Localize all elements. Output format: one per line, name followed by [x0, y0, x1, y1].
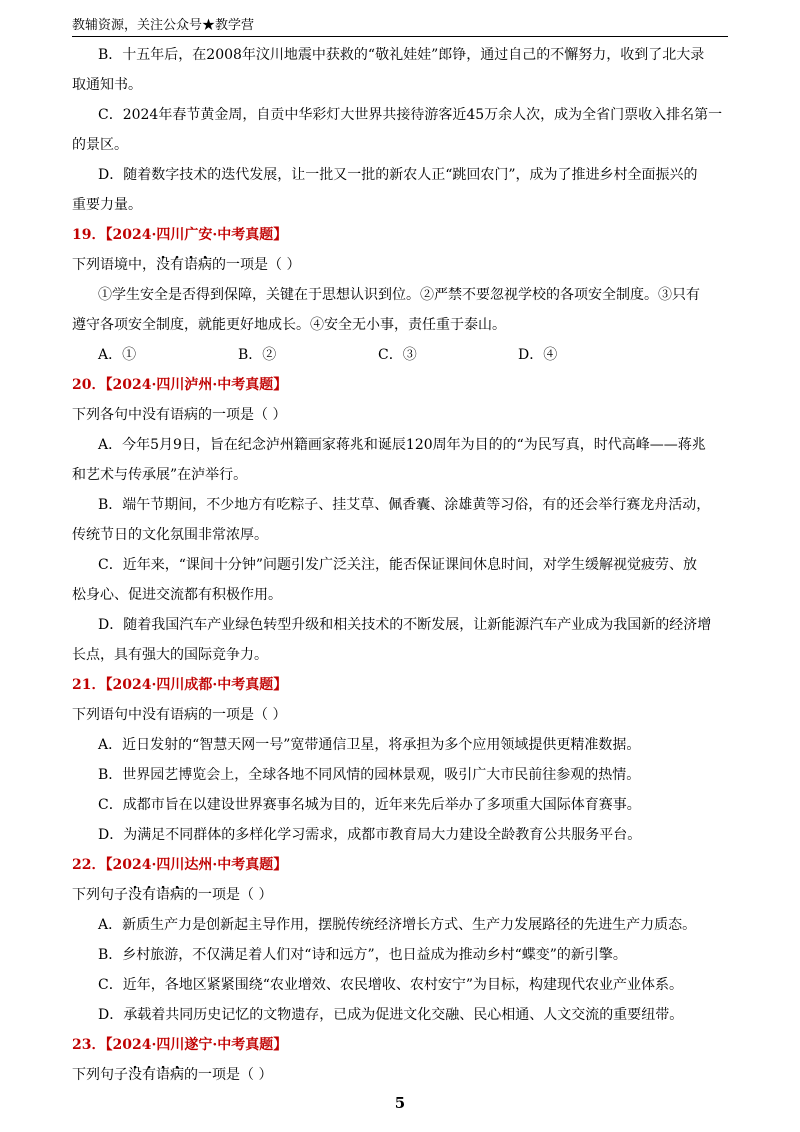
q22-dotted-char: 语: [156, 887, 170, 903]
q22-dotted-char: 没: [128, 887, 142, 903]
page-number: 5: [394, 1094, 406, 1112]
q23-stem-post: 的一项是（ ）: [184, 1067, 273, 1083]
q23-stem: [72, 1060, 728, 1090]
q19-options: [72, 340, 728, 370]
q19-option-d: D．④: [518, 347, 558, 363]
prev-option-b-line2: 取通知书。: [72, 77, 142, 93]
q23-dotted-char: 有: [142, 1067, 156, 1083]
q21-stem: 下列语句中没有语病的一项是（ ）: [72, 707, 287, 723]
page-header: 教辅资源，关注公众号★教学营: [72, 18, 255, 33]
prev-option-d-line2: 重要力量。: [72, 197, 142, 213]
q21-option-a: A．近日发射的“智慧天网一号”宽带通信卫星，将承担为多个应用领域提供更精准数据。: [98, 737, 641, 753]
q22-option-b: B．乡村旅游，不仅满足着人们对“诗和远方”，也日益成为推动乡村“蝶变”的新引擎。: [98, 947, 627, 963]
prev-option-c-line1: C．2024年春节黄金周，自贡中华彩灯大世界共接待游客近45万余人次，成为全省门票收入排名第一: [98, 107, 723, 123]
q20-title: 20．【2024·四川泸州·中考真题】: [72, 377, 288, 393]
q19-dotted-char: 语: [184, 257, 198, 273]
q20-option-a-line1: A．今年5月9日，旨在纪念泸州籍画家蒋兆和诞辰120周年为目的的“为民写真，时代高峰——蒋兆: [98, 437, 706, 453]
q19-quote-line1: ①学生安全是否得到保障，关键在于思想认识到位。②严禁不要忽视学校的各项安全制度。③只有: [98, 287, 700, 303]
q19-stem-pre: 下列语境中，: [72, 257, 156, 273]
q19-dotted-char: 没: [156, 257, 170, 273]
q23-dotted-char: 病: [170, 1067, 184, 1083]
q19-stem: [72, 250, 728, 280]
q20-option-c-line2: 松身心、促进交流都有积极作用。: [72, 587, 282, 603]
q22-dotted-char: 病: [170, 887, 184, 903]
document-body: [72, 40, 728, 1090]
q21-option-d: D．为满足不同群体的多样化学习需求，成都市教育局大力建设全龄教育公共服务平台。: [98, 827, 642, 843]
q19-option-a: A．①: [98, 347, 137, 363]
q23-title: 23．【2024·四川遂宁·中考真题】: [72, 1037, 288, 1053]
q19-option-b: B．②: [238, 347, 277, 363]
prev-option-b-line1: B．十五年后，在2008年汶川地震中获救的“敬礼娃娃”郎铮，通过自己的不懈努力，收到了北大录: [98, 47, 705, 63]
q22-option-d: D．承载着共同历史记忆的文物遗存，已成为促进文化交融、民心相通、人文交流的重要纽带。: [98, 1007, 684, 1023]
q20-option-a-line2: 和艺术与传承展”在泸举行。: [72, 467, 248, 483]
q22-dotted-char: 有: [142, 887, 156, 903]
prev-option-d-line1: D．随着数字技术的迭代发展，让一批又一批的新农人正“跳回农门”，成为了推进乡村全面振兴的: [98, 167, 698, 183]
q22-stem: [72, 880, 728, 910]
prev-option-c-line2: 的景区。: [72, 137, 128, 153]
q22-option-c: C．近年，各地区紧紧围绕“农业增效、农民增收、农村安宁”为目标，构建现代农业产业体系。: [98, 977, 684, 993]
q20-option-d-line2: 长点，具有强大的国际竞争力。: [72, 647, 268, 663]
q20-stem: 下列各句中没有语病的一项是（ ）: [72, 407, 287, 423]
q20-option-c-line1: C．近年来，“课间十分钟”问题引发广泛关注，能否保证课间休息时间，对学生缓解视觉疲劳、放: [98, 557, 698, 573]
q22-stem-post: 的一项是（ ）: [184, 887, 273, 903]
q20-option-b-line2: 传统节日的文化氛围非常浓厚。: [72, 527, 268, 543]
q19-title: 19．【2024·四川广安·中考真题】: [72, 227, 288, 243]
q19-stem-post: 的一项是（ ）: [212, 257, 301, 273]
q20-option-b-line1: B．端午节期间，不少地方有吃粽子、挂艾草、佩香囊、涂雄黄等习俗，有的还会举行赛龙舟活动，: [98, 497, 711, 513]
q22-stem-pre: 下列句子: [72, 887, 128, 903]
q21-option-c: C．成都市旨在以建设世界赛事名城为目的，近年来先后举办了多项重大国际体育赛事。: [98, 797, 641, 813]
q19-dotted-char: 病: [198, 257, 212, 273]
q22-option-a: A．新质生产力是创新起主导作用，摆脱传统经济增长方式、生产力发展路径的先进生产力质态。: [98, 917, 697, 933]
q20-option-d-line1: D．随着我国汽车产业绿色转型升级和相关技术的不断发展，让新能源汽车产业成为我国新的经济增: [98, 617, 712, 633]
q23-dotted-char: 语: [156, 1067, 170, 1083]
q21-title: 21．【2024·四川成都·中考真题】: [72, 677, 288, 693]
q23-dotted-char: 没: [128, 1067, 142, 1083]
header-rule: [72, 36, 728, 37]
q21-option-b: B．世界园艺博览会上，全球各地不同风情的园林景观，吸引广大市民前往参观的热情。: [98, 767, 641, 783]
q19-option-c: C．③: [378, 347, 417, 363]
q23-stem-pre: 下列句子: [72, 1067, 128, 1083]
q22-title: 22．【2024·四川达州·中考真题】: [72, 857, 288, 873]
q19-quote-line2: 遵守各项安全制度，就能更好地成长。④安全无小事，责任重于泰山。: [72, 317, 506, 333]
q19-dotted-char: 有: [170, 257, 184, 273]
